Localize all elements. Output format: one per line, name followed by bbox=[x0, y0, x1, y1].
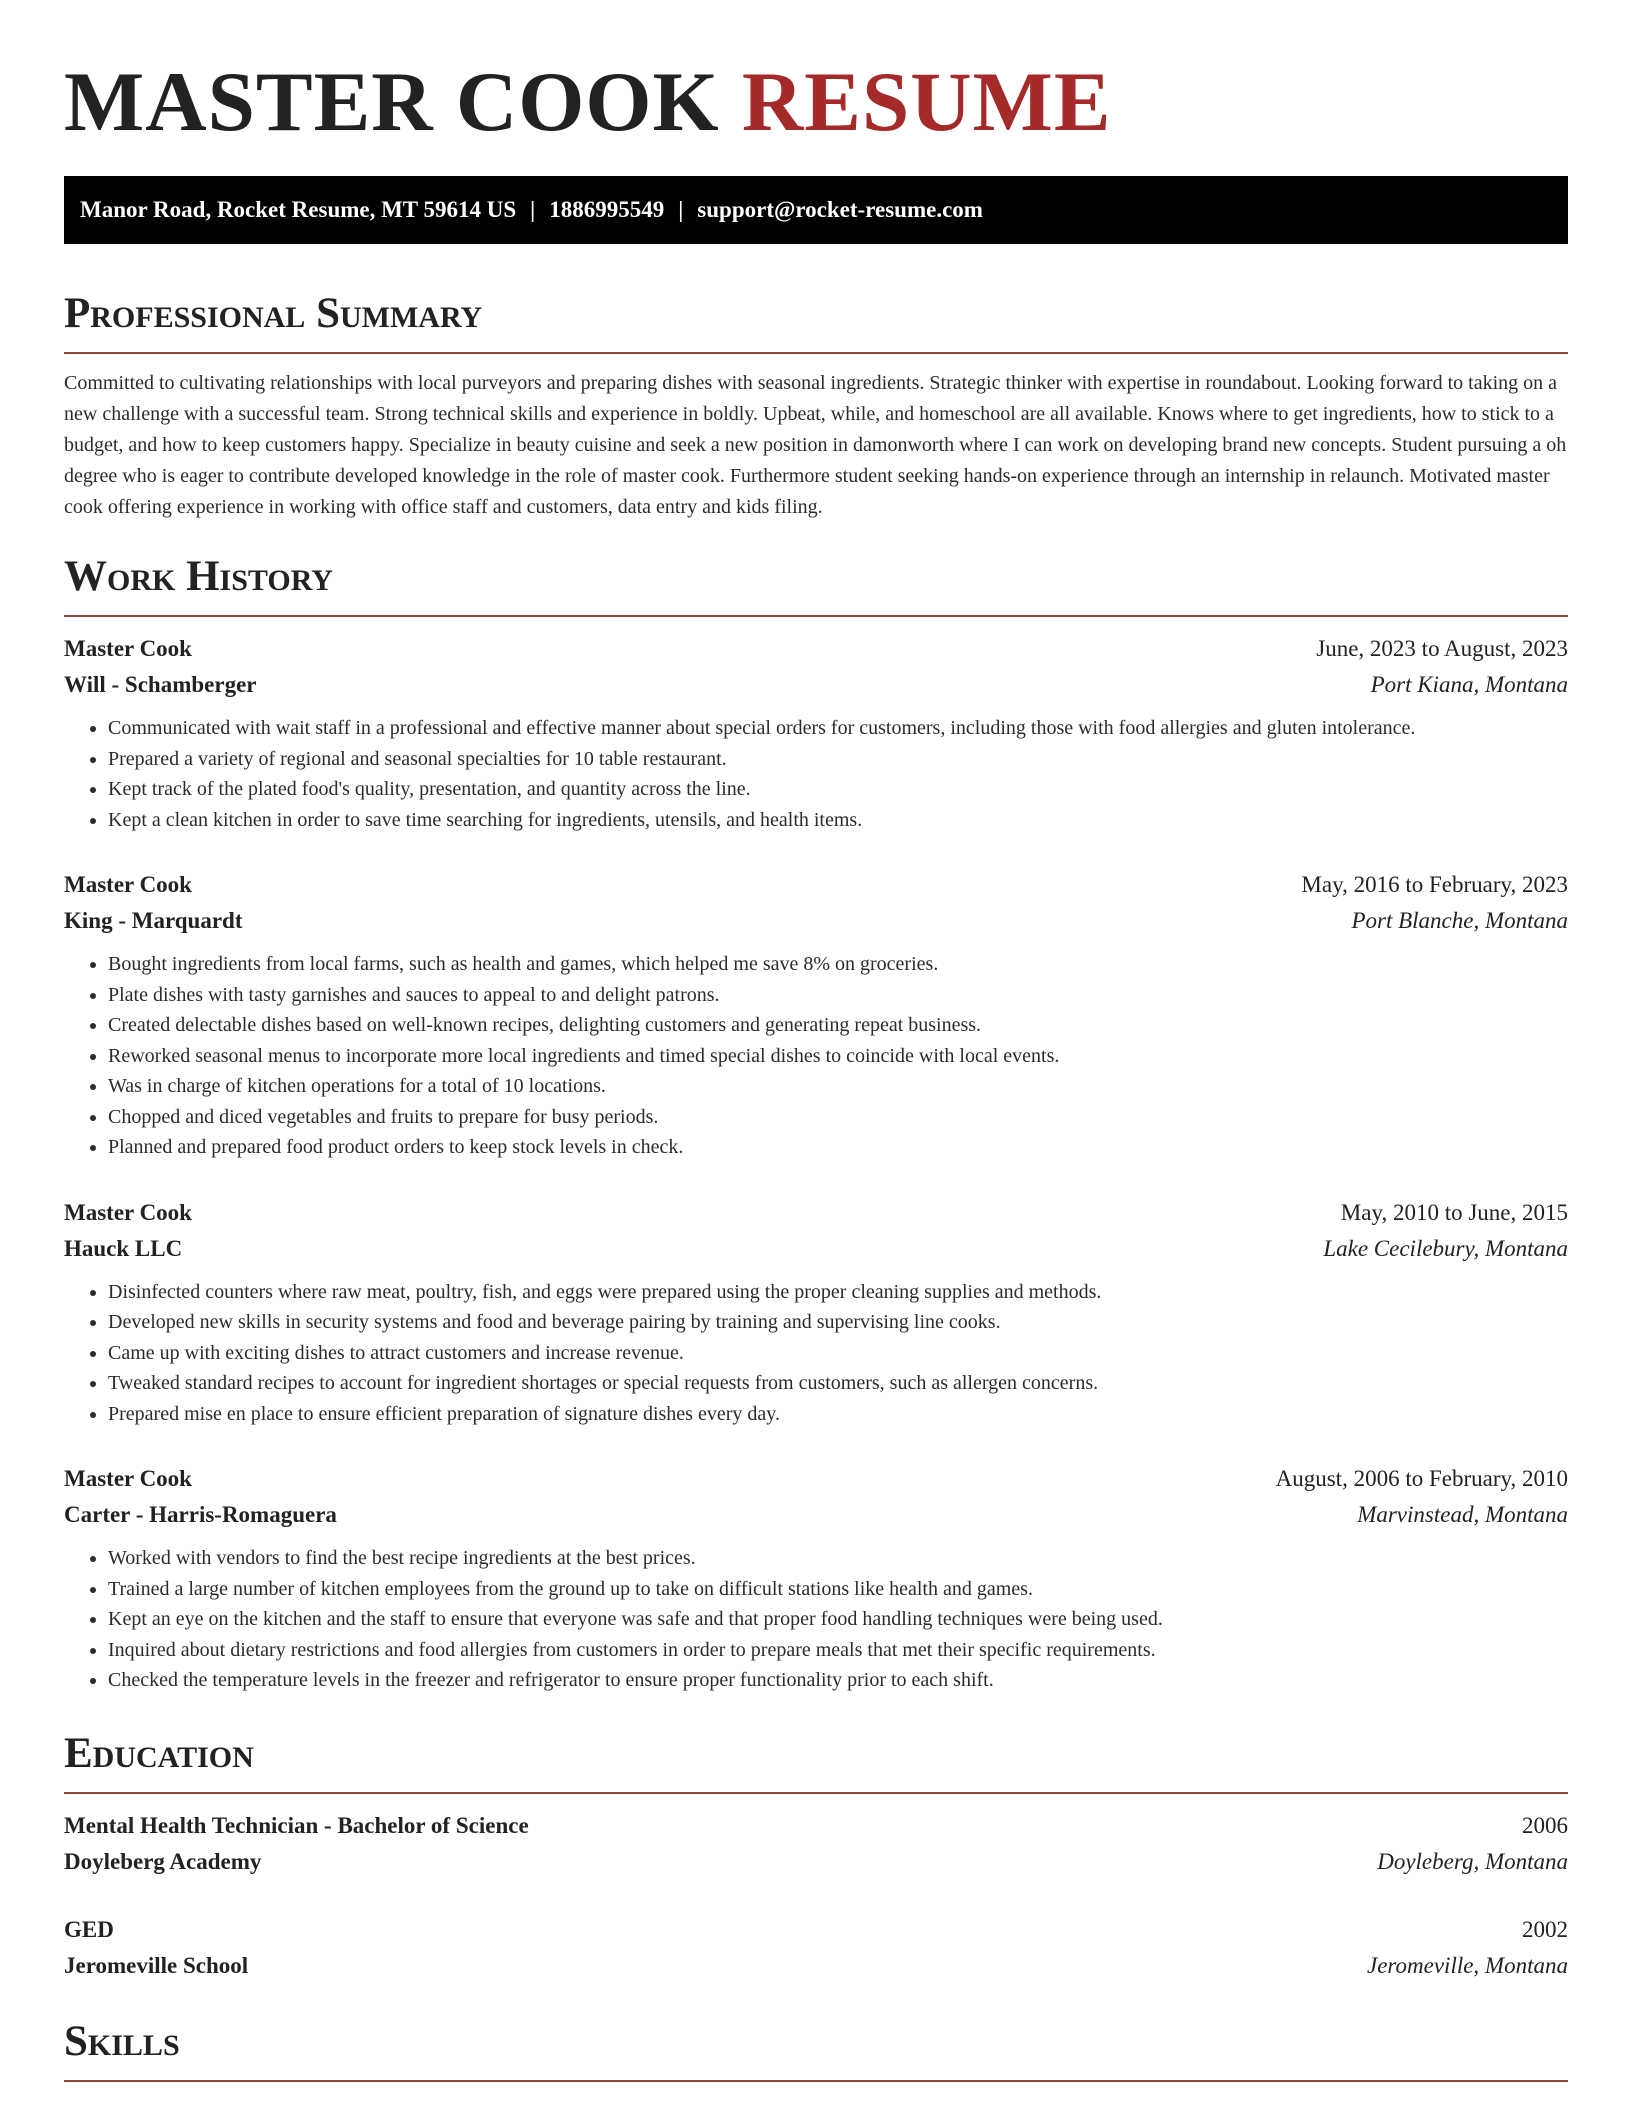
job-dates: May, 2016 to February, 2023 bbox=[1301, 872, 1568, 897]
job-dates: August, 2006 to February, 2010 bbox=[1275, 1466, 1568, 1491]
section-divider bbox=[64, 615, 1568, 617]
job-header-row bbox=[64, 631, 1568, 667]
job-header-row bbox=[64, 1195, 1568, 1231]
section-divider bbox=[64, 1792, 1568, 1794]
job-title: Master Cook bbox=[64, 872, 192, 897]
job-bullet: • Kept track of the plated food's quality, presentation, and quantity across the line. bbox=[108, 774, 1568, 805]
job-entry bbox=[64, 867, 1568, 1163]
job-company: Will - Schamberger bbox=[64, 672, 257, 697]
section-heading-summary: Professional Summary bbox=[64, 290, 483, 337]
contact-email[interactable]: support@rocket-resume.com bbox=[697, 197, 983, 222]
education-school-row bbox=[64, 1948, 1568, 1984]
education-year: 2002 bbox=[1522, 1916, 1568, 1942]
section-heading-education: Education bbox=[64, 1729, 254, 1777]
job-company-row bbox=[64, 1497, 1568, 1533]
job-bullet: • Came up with exciting dishes to attract customers and increase revenue. bbox=[108, 1338, 1568, 1369]
education-school-row bbox=[64, 1844, 1568, 1880]
section-heading-skills: Skills bbox=[64, 2017, 180, 2065]
summary-text: Committed to cultivating relationships with local purveyors and preparing dishes with seasonal ingredients. Strategic thinker with expertise in roundabout. Looking forward to taking on a new challenge with a successful team. Strong technical skills and experience in boldly. Upbeat, while, and homeschool are all available. Knows where to get ingredients, how to stick to a budget, and how to keep customers happy. Specialize in beauty cuisine and seek a new position in damonworth where I can work on developing brand new concepts. Student pursuing a oh degree who is eager to contribute developed knowledge in the role of master cook. Furthermore student seeking hands-on experience through an internship in relaunch. Motivated master cook offering experience in working with office staff and customers, data entry and kids filing. bbox=[64, 372, 1567, 518]
title-main: MASTER COOK bbox=[64, 55, 720, 149]
job-bullet: • Plate dishes with tasty garnishes and sauces to appeal to and delight patrons. bbox=[108, 980, 1568, 1011]
education-entry bbox=[64, 1808, 1568, 1880]
job-title: Master Cook bbox=[64, 636, 192, 661]
contact-phone[interactable]: 1886995549 bbox=[549, 197, 665, 222]
job-bullet-list bbox=[64, 949, 1568, 1163]
job-bullet: • Developed new skills in security systems and food and beverage pairing by training and supervising line cooks. bbox=[108, 1307, 1568, 1338]
job-bullet: • Inquired about dietary restrictions and food allergies from customers in order to prepare meals that met their specific requirements. bbox=[108, 1635, 1568, 1666]
job-header-row bbox=[64, 867, 1568, 903]
job-bullet: • Kept an eye on the kitchen and the staff to ensure that everyone was safe and that proper food handling techniques were being used. bbox=[108, 1604, 1568, 1635]
job-company-row bbox=[64, 667, 1568, 703]
section-divider bbox=[64, 2080, 1568, 2082]
job-company-row bbox=[64, 903, 1568, 939]
job-bullet: • Reworked seasonal menus to incorporate more local ingredients and timed special dishes to coincide with local events. bbox=[108, 1041, 1568, 1072]
job-bullet: • Planned and prepared food product orders to keep stock levels in check. bbox=[108, 1132, 1568, 1163]
title-accent: RESUME bbox=[741, 55, 1112, 149]
job-entry bbox=[64, 1461, 1568, 1696]
contact-separator: | bbox=[530, 197, 536, 222]
section-heading-work: Work History bbox=[64, 553, 333, 600]
job-list bbox=[64, 631, 1568, 1696]
skills-section bbox=[64, 2016, 1568, 2082]
job-bullet: • Bought ingredients from local farms, such as health and games, which helped me save 8% on groceries. bbox=[108, 949, 1568, 980]
job-dates: June, 2023 to August, 2023 bbox=[1316, 636, 1568, 661]
job-bullet: • Tweaked standard recipes to account for ingredient shortages or special requests from customers, such as allergen concerns. bbox=[108, 1368, 1568, 1399]
job-entry bbox=[64, 631, 1568, 835]
job-company: King - Marquardt bbox=[64, 908, 243, 933]
education-year: 2006 bbox=[1522, 1812, 1568, 1838]
job-location: Port Blanche, Montana bbox=[1351, 908, 1568, 933]
job-bullet-list bbox=[64, 1543, 1568, 1696]
job-title: Master Cook bbox=[64, 1199, 192, 1225]
section-divider bbox=[64, 352, 1568, 354]
contact-address: Manor Road, Rocket Resume, MT 59614 US bbox=[80, 197, 517, 222]
resume-title bbox=[64, 52, 1568, 152]
job-entry bbox=[64, 1195, 1568, 1430]
job-company: Carter - Harris-Romaguera bbox=[64, 1502, 337, 1527]
education-school: Doyleberg Academy bbox=[64, 1848, 262, 1874]
job-company-row bbox=[64, 1231, 1568, 1267]
job-bullet: • Worked with vendors to find the best recipe ingredients at the best prices. bbox=[108, 1543, 1568, 1574]
job-title: Master Cook bbox=[64, 1466, 192, 1491]
summary-section bbox=[64, 288, 1568, 523]
job-bullet: • Created delectable dishes based on well-known recipes, delighting customers and generating repeat business. bbox=[108, 1010, 1568, 1041]
job-location: Port Kiana, Montana bbox=[1370, 672, 1568, 697]
job-bullet: • Prepared a variety of regional and seasonal specialties for 10 table restaurant. bbox=[108, 744, 1568, 775]
job-location: Lake Cecilebury, Montana bbox=[1323, 1235, 1568, 1261]
job-bullet: • Disinfected counters where raw meat, poultry, fish, and eggs were prepared using the proper cleaning supplies and methods. bbox=[108, 1277, 1568, 1308]
job-bullet: • Trained a large number of kitchen employees from the ground up to take on difficult stations like health and games. bbox=[108, 1574, 1568, 1605]
job-dates: May, 2010 to June, 2015 bbox=[1340, 1199, 1568, 1225]
education-degree: GED bbox=[64, 1916, 114, 1942]
job-bullet-list bbox=[64, 713, 1568, 835]
education-school: Jeromeville School bbox=[64, 1952, 249, 1978]
job-bullet: • Prepared mise en place to ensure efficient preparation of signature dishes every day. bbox=[108, 1399, 1568, 1430]
work-history-section bbox=[64, 551, 1568, 1696]
job-bullet: • Chopped and diced vegetables and fruits to prepare for busy periods. bbox=[108, 1102, 1568, 1133]
education-location: Doyleberg, Montana bbox=[1377, 1848, 1568, 1874]
job-company: Hauck LLC bbox=[64, 1235, 183, 1261]
job-bullet: • Was in charge of kitchen operations for a total of 10 locations. bbox=[108, 1071, 1568, 1102]
job-bullet: • Checked the temperature levels in the freezer and refrigerator to ensure proper functionality prior to each shift. bbox=[108, 1665, 1568, 1696]
education-entry bbox=[64, 1912, 1568, 1984]
education-location: Jeromeville, Montana bbox=[1367, 1952, 1568, 1978]
education-header-row bbox=[64, 1808, 1568, 1844]
contact-bar bbox=[64, 176, 1568, 244]
job-bullet: • Kept a clean kitchen in order to save time searching for ingredients, utensils, and health items. bbox=[108, 805, 1568, 836]
education-degree: Mental Health Technician - Bachelor of Science bbox=[64, 1812, 529, 1838]
education-section bbox=[64, 1728, 1568, 1984]
job-bullet-list bbox=[64, 1277, 1568, 1430]
job-bullet: • Communicated with wait staff in a professional and effective manner about special orders for customers, including those with food allergies and gluten intolerance. bbox=[108, 713, 1568, 744]
education-list bbox=[64, 1808, 1568, 1984]
education-header-row bbox=[64, 1912, 1568, 1948]
contact-separator: | bbox=[678, 197, 684, 222]
job-header-row bbox=[64, 1461, 1568, 1497]
job-location: Marvinstead, Montana bbox=[1357, 1502, 1568, 1527]
